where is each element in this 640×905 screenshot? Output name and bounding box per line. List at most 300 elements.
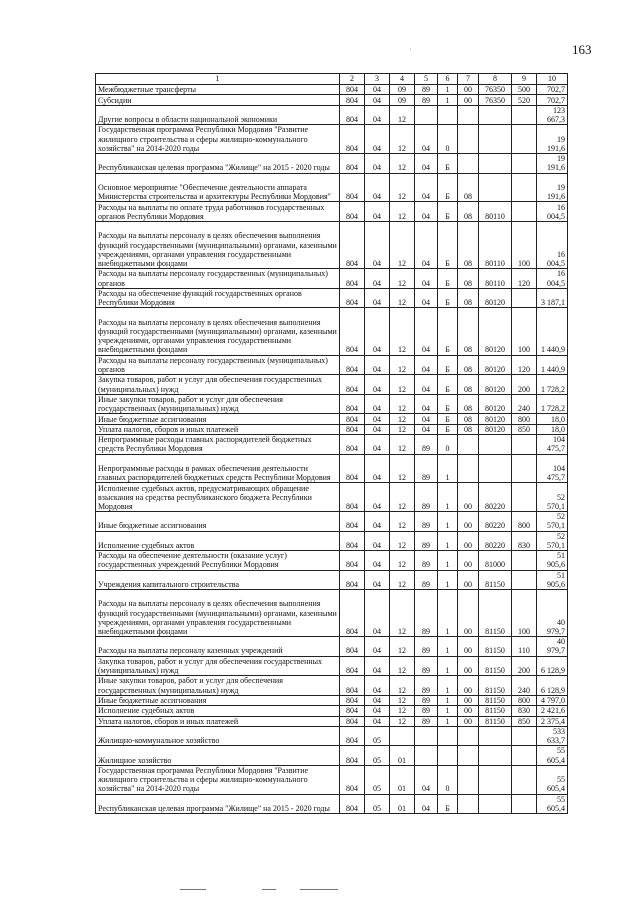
- row-name-cell: Иные закупки товаров, работ и услуг для обеспечения государственных (муниципальных) нужд: [96, 394, 340, 414]
- row-c2-cell: 804: [340, 765, 365, 794]
- row-c2-cell: 804: [340, 695, 365, 705]
- row-c8-cell: 80220: [479, 512, 512, 531]
- row-c3-cell: 04: [365, 435, 390, 455]
- row-c6-cell: 1: [438, 483, 458, 512]
- row-c9-cell: [512, 173, 537, 202]
- row-c6-cell: [438, 105, 458, 124]
- header-cell: 8: [479, 74, 512, 85]
- row-c8-cell: 81000: [479, 551, 512, 571]
- row-c10-cell: 55 605,4: [537, 765, 568, 794]
- row-c8-cell: 80220: [479, 531, 512, 550]
- row-c6-cell: Б: [438, 414, 458, 424]
- row-c10-cell: 6 128,9: [537, 656, 568, 676]
- row-c5-cell: 89: [415, 570, 438, 589]
- table-row: [96, 551, 568, 571]
- row-c9-cell: 500: [512, 85, 537, 95]
- row-c9-cell: [512, 551, 537, 571]
- row-c8-cell: [479, 173, 512, 202]
- row-c3-cell: 04: [365, 105, 390, 124]
- row-c2-cell: 804: [340, 454, 365, 483]
- row-c8-cell: 80120: [479, 288, 512, 308]
- row-c9-cell: 120: [512, 269, 537, 289]
- row-c6-cell: 1: [438, 676, 458, 696]
- row-name-cell: Исполнение судебных актов, предусматривающих обращение взыскания на средства республиканского бюджета Республики Мордовия: [96, 483, 340, 512]
- row-c2-cell: 804: [340, 531, 365, 550]
- table-row: [96, 105, 568, 124]
- row-c6-cell: Б: [438, 394, 458, 414]
- row-c4-cell: 12: [390, 375, 415, 395]
- row-c4-cell: 12: [390, 716, 415, 726]
- row-c4-cell: 12: [390, 202, 415, 222]
- row-c9-cell: [512, 202, 537, 222]
- row-c7-cell: 00: [458, 676, 479, 696]
- budget-table: [95, 73, 568, 814]
- row-c3-cell: 04: [365, 308, 390, 355]
- row-c3-cell: 04: [365, 454, 390, 483]
- row-c6-cell: 1: [438, 551, 458, 571]
- row-c7-cell: 08: [458, 355, 479, 375]
- row-c9-cell: [512, 746, 537, 765]
- row-c7-cell: 08: [458, 394, 479, 414]
- row-c6-cell: Б: [438, 173, 458, 202]
- row-c7-cell: 08: [458, 202, 479, 222]
- row-c7-cell: [458, 794, 479, 814]
- row-c7-cell: 08: [458, 414, 479, 424]
- row-c5-cell: 89: [415, 531, 438, 550]
- row-c2-cell: 804: [340, 125, 365, 154]
- row-c7-cell: 00: [458, 637, 479, 656]
- row-c7-cell: 00: [458, 531, 479, 550]
- row-c4-cell: 01: [390, 746, 415, 765]
- row-name-cell: Иные бюджетные ассигнования: [96, 695, 340, 705]
- row-c3-cell: 04: [365, 288, 390, 308]
- row-c5-cell: 04: [415, 173, 438, 202]
- row-c10-cell: 19 191,6: [537, 153, 568, 173]
- row-c9-cell: [512, 105, 537, 124]
- row-c7-cell: 08: [458, 269, 479, 289]
- row-c4-cell: 12: [390, 551, 415, 571]
- row-c4-cell: 12: [390, 355, 415, 375]
- row-c5-cell: 04: [415, 794, 438, 814]
- row-c3-cell: 04: [365, 570, 390, 589]
- row-c9-cell: 520: [512, 95, 537, 105]
- row-c3-cell: 04: [365, 202, 390, 222]
- row-name-cell: Расходы на обеспечение деятельности (оказание услуг) государственных учреждений Республики Мордовия: [96, 551, 340, 571]
- row-c8-cell: [479, 454, 512, 483]
- row-c4-cell: 12: [390, 308, 415, 355]
- row-c2-cell: 804: [340, 221, 365, 268]
- row-c9-cell: 800: [512, 695, 537, 705]
- row-c10-cell: 16 004,5: [537, 221, 568, 268]
- table-row: [96, 173, 568, 202]
- row-c4-cell: 01: [390, 765, 415, 794]
- row-c3-cell: 04: [365, 85, 390, 95]
- row-c7-cell: [458, 727, 479, 746]
- row-c10-cell: 2 375,4: [537, 716, 568, 726]
- row-c7-cell: 08: [458, 221, 479, 268]
- row-c6-cell: Б: [438, 221, 458, 268]
- row-c10-cell: 1 728,2: [537, 375, 568, 395]
- row-c4-cell: 12: [390, 394, 415, 414]
- row-name-cell: Республиканская целевая программа "Жилище" на 2015 - 2020 годы: [96, 794, 340, 814]
- row-c10-cell: 104 475,7: [537, 435, 568, 455]
- row-c10-cell: 40 979,7: [537, 637, 568, 656]
- row-c9-cell: [512, 727, 537, 746]
- table-row: [96, 269, 568, 289]
- row-name-cell: Иные закупки товаров, работ и услуг для обеспечения государственных (муниципальных) нужд: [96, 676, 340, 696]
- row-c8-cell: 80120: [479, 355, 512, 375]
- row-c2-cell: 804: [340, 173, 365, 202]
- row-c10-cell: 533 633,7: [537, 727, 568, 746]
- row-c6-cell: 1: [438, 590, 458, 637]
- row-c9-cell: 200: [512, 375, 537, 395]
- row-c4-cell: 12: [390, 414, 415, 424]
- row-c9-cell: [512, 765, 537, 794]
- row-c3-cell: 04: [365, 394, 390, 414]
- row-c3-cell: 05: [365, 746, 390, 765]
- row-c5-cell: 04: [415, 202, 438, 222]
- row-c8-cell: 80110: [479, 202, 512, 222]
- row-c6-cell: 0: [438, 435, 458, 455]
- row-c8-cell: 80110: [479, 221, 512, 268]
- row-c7-cell: [458, 125, 479, 154]
- row-c4-cell: 12: [390, 454, 415, 483]
- row-name-cell: Расходы на выплаты персоналу казенных учреждений: [96, 637, 340, 656]
- table-row: [96, 794, 568, 814]
- row-c10-cell: 52 570,1: [537, 531, 568, 550]
- table-row: [96, 727, 568, 746]
- header-cell: 1: [96, 74, 340, 85]
- row-c7-cell: [458, 454, 479, 483]
- table-body: [96, 74, 568, 814]
- row-c7-cell: [458, 153, 479, 173]
- row-c4-cell: 12: [390, 676, 415, 696]
- row-c8-cell: [479, 746, 512, 765]
- row-c9-cell: [512, 435, 537, 455]
- row-name-cell: Государственная программа Республики Мордовия "Развитие жилищного строительства и сферы жилищно-коммунального хозяйства" на 2014-2020 годы: [96, 765, 340, 794]
- row-c9-cell: 850: [512, 716, 537, 726]
- row-c8-cell: 81150: [479, 590, 512, 637]
- row-name-cell: Непрограммные расходы главных распорядителей бюджетных средств Республики Мордовия: [96, 435, 340, 455]
- row-c3-cell: 04: [365, 590, 390, 637]
- row-c7-cell: [458, 435, 479, 455]
- row-c3-cell: 04: [365, 656, 390, 676]
- row-c5-cell: 89: [415, 85, 438, 95]
- row-c3-cell: 04: [365, 95, 390, 105]
- row-c3-cell: 04: [365, 269, 390, 289]
- row-c9-cell: 100: [512, 221, 537, 268]
- row-c7-cell: [458, 765, 479, 794]
- row-c7-cell: 08: [458, 308, 479, 355]
- row-c9-cell: [512, 483, 537, 512]
- row-c8-cell: 80120: [479, 424, 512, 434]
- row-c2-cell: 804: [340, 288, 365, 308]
- row-c7-cell: 08: [458, 375, 479, 395]
- row-c5-cell: 89: [415, 512, 438, 531]
- table-row: [96, 221, 568, 268]
- row-c2-cell: 804: [340, 308, 365, 355]
- row-c5-cell: 04: [415, 221, 438, 268]
- header-cell: 7: [458, 74, 479, 85]
- table-row: [96, 355, 568, 375]
- row-c10-cell: 52 570,1: [537, 483, 568, 512]
- table-row: [96, 288, 568, 308]
- row-c2-cell: 804: [340, 424, 365, 434]
- row-c6-cell: 1: [438, 695, 458, 705]
- row-c8-cell: 81150: [479, 656, 512, 676]
- row-c7-cell: 08: [458, 288, 479, 308]
- row-c10-cell: 19 191,6: [537, 125, 568, 154]
- row-c2-cell: 804: [340, 656, 365, 676]
- row-c8-cell: 81150: [479, 676, 512, 696]
- row-c8-cell: 76350: [479, 95, 512, 105]
- row-c2-cell: 804: [340, 153, 365, 173]
- row-c2-cell: 804: [340, 269, 365, 289]
- row-c4-cell: 12: [390, 221, 415, 268]
- row-c8-cell: [479, 765, 512, 794]
- row-c10-cell: 702,7: [537, 85, 568, 95]
- row-c10-cell: 40 979,7: [537, 590, 568, 637]
- table-row: [96, 676, 568, 696]
- row-c8-cell: 81150: [479, 706, 512, 716]
- row-c3-cell: 04: [365, 483, 390, 512]
- row-c6-cell: Б: [438, 308, 458, 355]
- row-c2-cell: 804: [340, 570, 365, 589]
- row-c9-cell: [512, 794, 537, 814]
- row-c10-cell: 55 605,4: [537, 746, 568, 765]
- row-c5-cell: 04: [415, 153, 438, 173]
- row-c10-cell: 16 004,5: [537, 202, 568, 222]
- row-c9-cell: 100: [512, 308, 537, 355]
- row-c2-cell: 804: [340, 727, 365, 746]
- table-row: [96, 153, 568, 173]
- row-c2-cell: 804: [340, 551, 365, 571]
- row-c2-cell: 804: [340, 95, 365, 105]
- row-c5-cell: 89: [415, 676, 438, 696]
- row-c2-cell: 804: [340, 355, 365, 375]
- row-c9-cell: [512, 570, 537, 589]
- row-c10-cell: 1 728,2: [537, 394, 568, 414]
- row-c5-cell: 89: [415, 637, 438, 656]
- row-c10-cell: 2 421,6: [537, 706, 568, 716]
- row-c10-cell: 51 905,6: [537, 570, 568, 589]
- table-row: [96, 706, 568, 716]
- row-c8-cell: [479, 794, 512, 814]
- row-c8-cell: 80120: [479, 375, 512, 395]
- table-row: [96, 695, 568, 705]
- row-c8-cell: [479, 727, 512, 746]
- row-c4-cell: 12: [390, 435, 415, 455]
- row-name-cell: Жилищно-коммунальное хозяйство: [96, 727, 340, 746]
- row-c4-cell: 12: [390, 570, 415, 589]
- row-c8-cell: [479, 153, 512, 173]
- row-c2-cell: 804: [340, 375, 365, 395]
- row-name-cell: Расходы на выплаты персоналу государственных (муниципальных) органов: [96, 355, 340, 375]
- row-c6-cell: Б: [438, 794, 458, 814]
- row-name-cell: Расходы на выплаты персоналу в целях обеспечения выполнения функций государственными (муниципальными) органами, казенными учреждениями, органами управления государственными внебюджетными фондами: [96, 308, 340, 355]
- row-c6-cell: 1: [438, 95, 458, 105]
- row-c5-cell: 04: [415, 355, 438, 375]
- row-c3-cell: 04: [365, 221, 390, 268]
- row-c2-cell: 804: [340, 435, 365, 455]
- row-c2-cell: 804: [340, 746, 365, 765]
- row-c4-cell: 12: [390, 656, 415, 676]
- row-name-cell: Межбюджетные трансферты: [96, 85, 340, 95]
- row-c8-cell: 80120: [479, 308, 512, 355]
- row-c7-cell: 00: [458, 590, 479, 637]
- row-c9-cell: [512, 153, 537, 173]
- row-c9-cell: [512, 288, 537, 308]
- row-c3-cell: 05: [365, 765, 390, 794]
- table-header-row: [96, 74, 568, 85]
- row-c5-cell: 89: [415, 483, 438, 512]
- row-c5-cell: 04: [415, 375, 438, 395]
- row-c5-cell: 89: [415, 95, 438, 105]
- row-c4-cell: 12: [390, 695, 415, 705]
- table-row: [96, 590, 568, 637]
- row-c3-cell: 04: [365, 531, 390, 550]
- row-c2-cell: 804: [340, 512, 365, 531]
- table-row: [96, 483, 568, 512]
- row-c10-cell: 51 905,6: [537, 551, 568, 571]
- row-c6-cell: Б: [438, 355, 458, 375]
- row-c8-cell: 81150: [479, 695, 512, 705]
- table-row: [96, 85, 568, 95]
- table-row: [96, 125, 568, 154]
- row-name-cell: Жилищное хозяйство: [96, 746, 340, 765]
- row-c7-cell: 00: [458, 85, 479, 95]
- table-row: [96, 375, 568, 395]
- row-c8-cell: [479, 105, 512, 124]
- table-row: [96, 435, 568, 455]
- row-c4-cell: 09: [390, 85, 415, 95]
- row-name-cell: Основное мероприятие "Обеспечение деятельности аппарата Министерства строительства и архитектуры Республики Мордовия": [96, 173, 340, 202]
- row-c9-cell: 850: [512, 424, 537, 434]
- row-name-cell: Закупка товаров, работ и услуг для обеспечения государственных (муниципальных) нужд: [96, 656, 340, 676]
- table-row: [96, 95, 568, 105]
- row-c5-cell: 04: [415, 269, 438, 289]
- row-c2-cell: 804: [340, 637, 365, 656]
- row-c7-cell: 00: [458, 716, 479, 726]
- row-c2-cell: 804: [340, 414, 365, 424]
- row-c10-cell: 6 128,9: [537, 676, 568, 696]
- row-c4-cell: 12: [390, 288, 415, 308]
- row-c10-cell: 18,0: [537, 414, 568, 424]
- table-row: [96, 746, 568, 765]
- row-c10-cell: 3 187,1: [537, 288, 568, 308]
- row-c4-cell: 12: [390, 125, 415, 154]
- row-name-cell: Расходы на обеспечение функций государственных органов Республики Мордовия: [96, 288, 340, 308]
- row-c7-cell: 00: [458, 483, 479, 512]
- row-c10-cell: 19 191,6: [537, 173, 568, 202]
- row-c3-cell: 05: [365, 727, 390, 746]
- row-c10-cell: 1 440,9: [537, 355, 568, 375]
- row-name-cell: Расходы на выплаты по оплате труда работников государственных органов Республики Мордовия: [96, 202, 340, 222]
- row-c2-cell: 804: [340, 590, 365, 637]
- row-c5-cell: 89: [415, 695, 438, 705]
- row-c9-cell: 800: [512, 414, 537, 424]
- row-c8-cell: 80220: [479, 483, 512, 512]
- row-c5-cell: 89: [415, 716, 438, 726]
- row-c2-cell: 804: [340, 85, 365, 95]
- row-c4-cell: 12: [390, 531, 415, 550]
- row-c4-cell: 12: [390, 706, 415, 716]
- row-c2-cell: 804: [340, 676, 365, 696]
- table-row: [96, 454, 568, 483]
- row-c7-cell: 00: [458, 706, 479, 716]
- footer-rule: [180, 889, 206, 890]
- row-c3-cell: 04: [365, 375, 390, 395]
- row-c3-cell: 04: [365, 355, 390, 375]
- row-c6-cell: 1: [438, 531, 458, 550]
- row-c4-cell: 12: [390, 424, 415, 434]
- row-c3-cell: 04: [365, 716, 390, 726]
- row-c4-cell: 12: [390, 173, 415, 202]
- row-c7-cell: 00: [458, 95, 479, 105]
- row-c10-cell: 18,0: [537, 424, 568, 434]
- row-c6-cell: 1: [438, 656, 458, 676]
- row-c6-cell: Б: [438, 288, 458, 308]
- row-c10-cell: 1 440,9: [537, 308, 568, 355]
- row-c5-cell: 89: [415, 706, 438, 716]
- row-c3-cell: 04: [365, 706, 390, 716]
- row-c5-cell: 04: [415, 125, 438, 154]
- row-c3-cell: 04: [365, 637, 390, 656]
- row-c9-cell: 830: [512, 531, 537, 550]
- row-c6-cell: [438, 727, 458, 746]
- header-cell: 9: [512, 74, 537, 85]
- row-c7-cell: 08: [458, 424, 479, 434]
- row-c5-cell: 89: [415, 454, 438, 483]
- row-c4-cell: 12: [390, 105, 415, 124]
- header-cell: 4: [390, 74, 415, 85]
- row-c6-cell: Б: [438, 269, 458, 289]
- table-row: [96, 716, 568, 726]
- row-c5-cell: 04: [415, 414, 438, 424]
- table-row: [96, 424, 568, 434]
- row-c3-cell: 04: [365, 676, 390, 696]
- row-c8-cell: 81150: [479, 570, 512, 589]
- row-c10-cell: 702,7: [537, 95, 568, 105]
- row-c5-cell: 04: [415, 424, 438, 434]
- row-c9-cell: 830: [512, 706, 537, 716]
- row-c4-cell: 12: [390, 637, 415, 656]
- row-c7-cell: 00: [458, 570, 479, 589]
- row-c9-cell: 240: [512, 676, 537, 696]
- row-c3-cell: 04: [365, 414, 390, 424]
- row-c3-cell: 04: [365, 125, 390, 154]
- row-name-cell: Субсидии: [96, 95, 340, 105]
- row-c5-cell: 89: [415, 551, 438, 571]
- header-cell: 6: [438, 74, 458, 85]
- row-name-cell: Расходы на выплаты персоналу государственных (муниципальных) органов: [96, 269, 340, 289]
- row-c5-cell: 04: [415, 288, 438, 308]
- row-c9-cell: 110: [512, 637, 537, 656]
- row-name-cell: Расходы на выплаты персоналу в целях обеспечения выполнения функций государственными (муниципальными) органами, казенными учреждениями, органами управления государственными внебюджетными фондами: [96, 221, 340, 268]
- row-c10-cell: 104 475,7: [537, 454, 568, 483]
- row-c9-cell: [512, 125, 537, 154]
- row-c5-cell: 04: [415, 308, 438, 355]
- row-c6-cell: 1: [438, 454, 458, 483]
- row-c6-cell: 0: [438, 125, 458, 154]
- row-c3-cell: 04: [365, 512, 390, 531]
- row-c6-cell: 1: [438, 85, 458, 95]
- row-c6-cell: 0: [438, 765, 458, 794]
- row-name-cell: Непрограммные расходы в рамках обеспечения деятельности главных распорядителей бюджетных средств Республики Мордовия: [96, 454, 340, 483]
- table-row: [96, 765, 568, 794]
- row-c8-cell: 80120: [479, 414, 512, 424]
- row-c8-cell: 80120: [479, 394, 512, 414]
